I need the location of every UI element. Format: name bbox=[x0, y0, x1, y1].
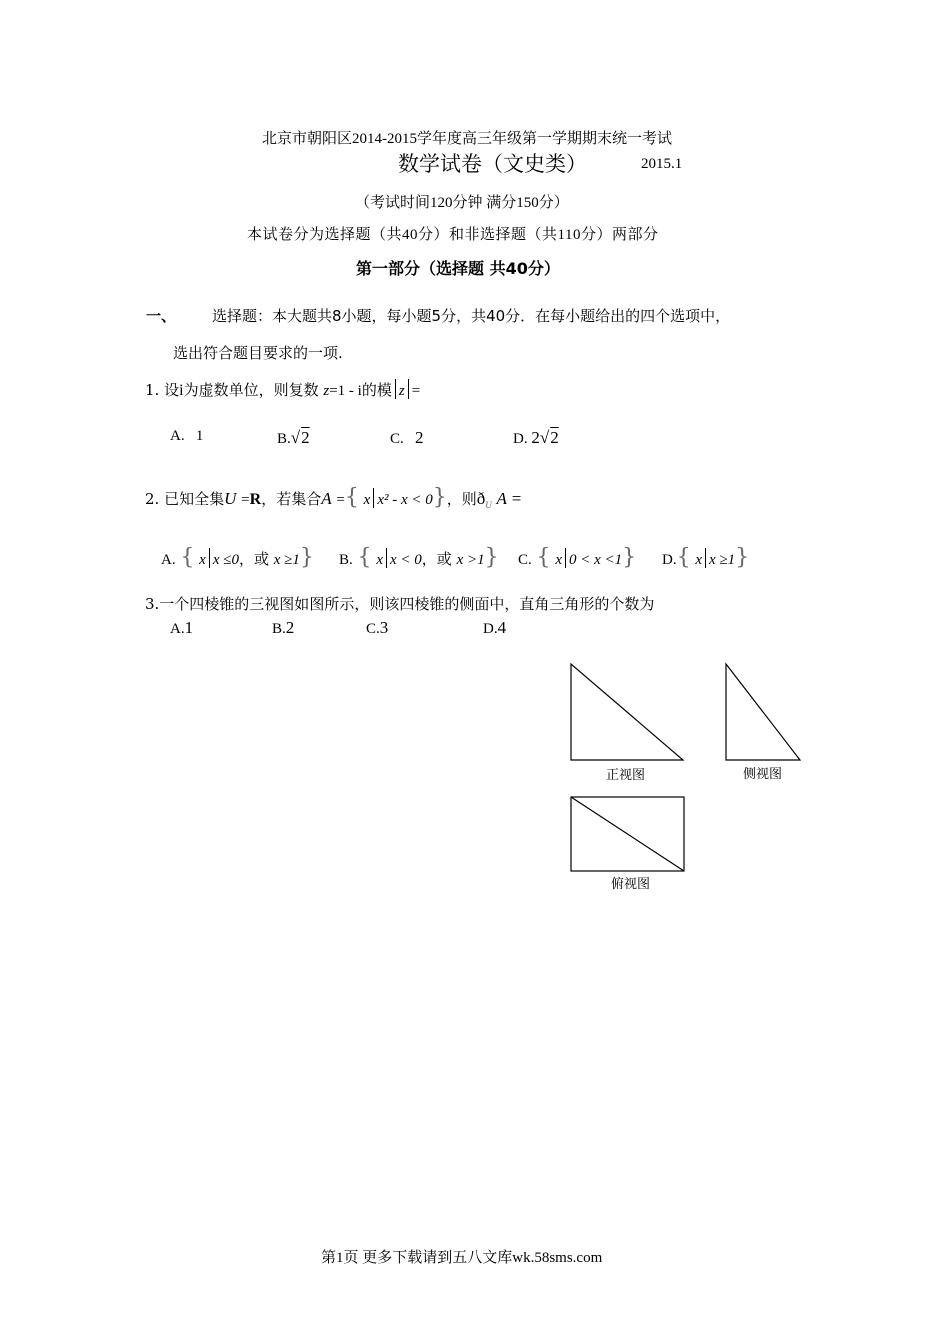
side-view-label: 侧视图 bbox=[743, 767, 783, 782]
exam-header-line: 北京市朝阳区2014-2015学年度高三年级第一学期期末统一考试 bbox=[262, 131, 672, 147]
front-view-triangle bbox=[571, 664, 683, 760]
q3-option-d[interactable]: D.4 bbox=[483, 618, 507, 637]
parts-info: 本试卷分为选择题（共40分）和非选择题（共110分）两部分 bbox=[247, 227, 659, 243]
question-2: 2. 已知全集U =R，若集合A ={ x x² - x < 0}，则$ð_U$ A = bbox=[145, 485, 522, 510]
q1-option-c[interactable]: C. 2 bbox=[390, 428, 424, 447]
q2-option-d[interactable]: D.{ x x ≥1} bbox=[662, 545, 750, 570]
instructions-line1: 选择题：本大题共8小题，每小题5分，共40分．在每小题给出的四个选项中， bbox=[212, 307, 731, 325]
q3-option-a[interactable]: A.1 bbox=[170, 618, 194, 637]
q2-option-a[interactable]: A. { x x ≤0，或 x ≥1} bbox=[161, 545, 314, 570]
q1-option-d[interactable]: D. 2√2 bbox=[513, 428, 559, 447]
q3-option-b[interactable]: B.2 bbox=[272, 618, 295, 637]
instructions-line2: 选出符合题目要求的一项. bbox=[173, 344, 343, 362]
page-title: 数学试卷（文史类） bbox=[398, 152, 587, 176]
top-view-diagonal bbox=[571, 797, 684, 871]
top-view-label: 俯视图 bbox=[611, 877, 651, 892]
question-number: 1. bbox=[145, 381, 160, 399]
q1-option-b[interactable]: B.√2 bbox=[277, 428, 310, 447]
q1-option-a[interactable]: A. 1 bbox=[170, 428, 204, 444]
exam-date: 2015.1 bbox=[641, 156, 683, 172]
exam-info: （考试时间120分钟 满分150分） bbox=[355, 195, 569, 211]
q2-option-c[interactable]: C. { x 0 < x <1} bbox=[518, 545, 637, 570]
question-1: 1. 设i为虚数单位，则复数 z=1 - i的模 z = bbox=[145, 381, 421, 399]
sqrt-symbol: √2 bbox=[539, 428, 559, 447]
front-view-label: 正视图 bbox=[606, 768, 646, 783]
part1-heading: 第一部分（选择题 共40分） bbox=[356, 259, 560, 278]
question-3: 3.一个四棱锥的三视图如图所示，则该四棱锥的侧面中，直角三角形的个数为 bbox=[145, 595, 655, 613]
section-number: 一、 bbox=[146, 307, 177, 325]
side-view-triangle bbox=[726, 664, 800, 760]
question-number: 2. bbox=[145, 490, 160, 508]
page-footer: 第1页 更多下载请到五八文库wk.58sms.com bbox=[321, 1250, 603, 1266]
sqrt-symbol: √2 bbox=[290, 428, 310, 447]
q3-option-c[interactable]: C.3 bbox=[366, 618, 389, 637]
q2-option-b[interactable]: B. { x x < 0，或 x >1} bbox=[339, 545, 499, 570]
